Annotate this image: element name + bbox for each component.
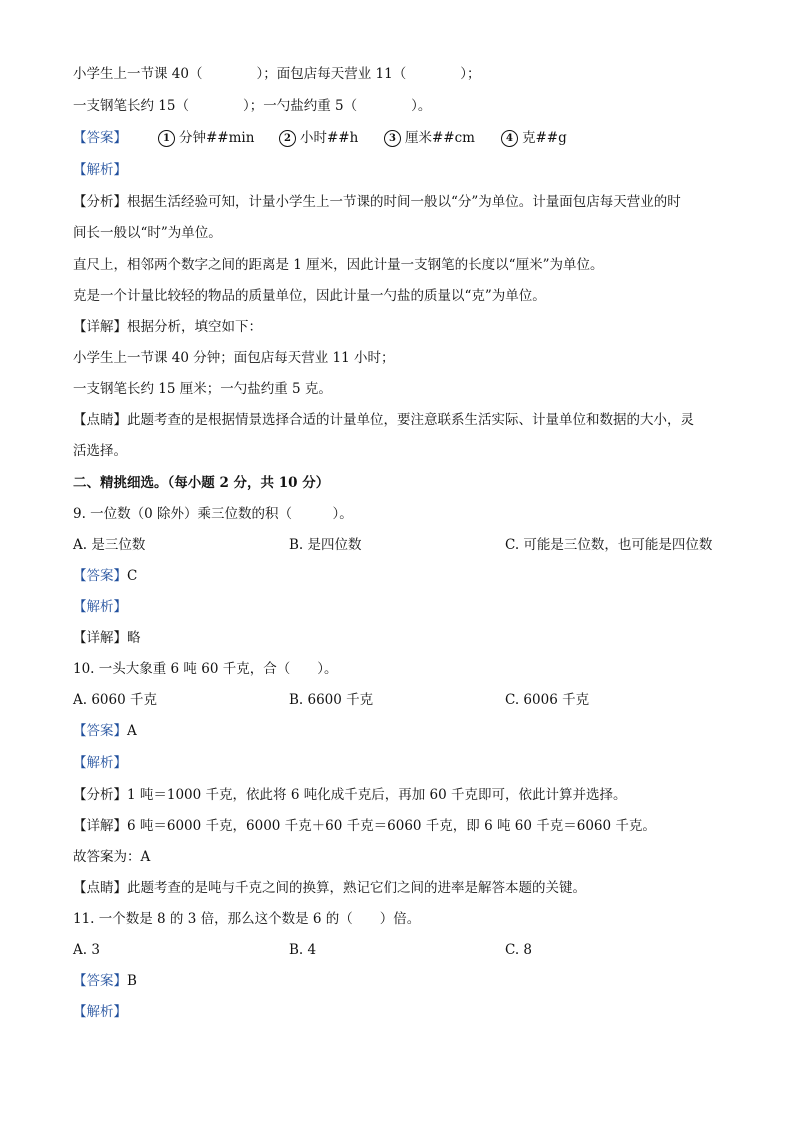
answer-item — [158, 128, 254, 148]
answer-row — [73, 971, 137, 991]
dianjing-tag: 【点睛】 — [73, 880, 127, 896]
option-c: C. 6006 千克 — [505, 692, 590, 708]
analysis-tag: 【解析】 — [73, 599, 127, 615]
answer-tag: 【答案】 — [73, 568, 127, 584]
option-b: B. 4 — [289, 942, 317, 958]
section-heading: 二、精挑细选。（每小题 2 分，共 10 分） — [73, 475, 330, 491]
answer-text: 克##g — [522, 130, 567, 146]
option-b: B. 是四位数 — [289, 537, 362, 553]
fenxi-text: 1 吨＝1000 千克，依此将 6 吨化成千克后，再加 60 千克即可，依此计算并选择。 — [127, 787, 627, 803]
answer-value: C — [127, 568, 138, 584]
option-c: C. 8 — [505, 942, 533, 958]
fenxi-line — [73, 192, 681, 212]
answer-text: 分钟##min — [179, 130, 255, 146]
xiangjie-text: 根据分析，填空如下： — [127, 319, 262, 335]
dianjing-tag: 【点睛】 — [73, 412, 127, 428]
dianjing-line — [73, 878, 586, 898]
circle-number: 1 — [158, 130, 175, 147]
answer-value: A — [127, 723, 137, 739]
option-a: A. 6060 千克 — [73, 692, 157, 708]
answer-tag: 【答案】 — [73, 723, 127, 739]
analysis-tag: 【解析】 — [73, 755, 127, 771]
text-line: 小学生上一节课 40 分钟；面包店每天营业 11 小时； — [73, 350, 395, 366]
circle-number: 2 — [279, 130, 296, 147]
answer-tag: 【答案】 — [73, 130, 127, 146]
analysis-tag: 【解析】 — [73, 162, 127, 178]
xiangjie-text: 6 吨＝6000 千克，6000 千克＋60 千克＝6060 千克，即 6 吨 60 千克＝6060 千克。 — [127, 818, 656, 834]
conclusion-line: 故答案为：A — [73, 849, 151, 865]
circle-number: 3 — [384, 130, 401, 147]
question-9: 9. 一位数（0 除外）乘三位数的积（ ）。 — [73, 506, 353, 522]
xiangjie-line — [73, 317, 262, 337]
fenxi-line: 间长一般以“时”为单位。 — [73, 225, 222, 241]
fenxi-tag: 【分析】 — [73, 787, 127, 803]
dianjing-line — [73, 410, 694, 430]
answer-row — [73, 128, 127, 148]
analysis-tag: 【解析】 — [73, 1004, 127, 1020]
text-line: 克是一个计量比较轻的物品的质量单位，因此计量一勺盐的质量以“克”为单位。 — [73, 288, 546, 304]
question-line: 小学生上一节课 40（ ）；面包店每天营业 11（ ）； — [73, 66, 481, 82]
xiangjie-line — [73, 628, 141, 648]
answer-row — [73, 721, 137, 741]
answer-value: B — [127, 973, 137, 989]
xiangjie-tag: 【详解】 — [73, 630, 127, 646]
xiangjie-line — [73, 816, 656, 836]
answer-row — [73, 566, 137, 586]
option-a: A. 是三位数 — [73, 537, 146, 553]
question-10: 10. 一头大象重 6 吨 60 千克，合（ ）。 — [73, 661, 338, 677]
answer-text: 厘米##cm — [405, 130, 475, 146]
text-line: 直尺上，相邻两个数字之间的距离是 1 厘米，因此计量一支钢笔的长度以“厘米”为单位。 — [73, 257, 604, 273]
xiangjie-tag: 【详解】 — [73, 818, 127, 834]
dianjing-text: 此题考查的是吨与千克之间的换算，熟记它们之间的进率是解答本题的关键。 — [127, 880, 586, 896]
answer-tag: 【答案】 — [73, 973, 127, 989]
text-line: 一支钢笔长约 15 厘米；一勺盐约重 5 克。 — [73, 381, 332, 397]
option-b: B. 6600 千克 — [289, 692, 374, 708]
fenxi-line — [73, 785, 626, 805]
fenxi-tag: 【分析】 — [73, 194, 127, 210]
xiangjie-text: 略 — [127, 630, 141, 646]
question-line: 一支钢笔长约 15（ ）；一勺盐约重 5（ ）。 — [73, 98, 432, 114]
answer-text: 小时##h — [300, 130, 359, 146]
answer-item — [501, 128, 567, 148]
answer-item — [384, 128, 475, 148]
option-c: C. 可能是三位数，也可能是四位数 — [505, 537, 713, 553]
fenxi-text: 根据生活经验可知，计量小学生上一节课的时间一般以“分”为单位。计量面包店每天营业的时 — [127, 194, 681, 210]
text-line: 活选择。 — [73, 443, 127, 459]
answer-item — [279, 128, 358, 148]
circle-number: 4 — [501, 130, 518, 147]
question-11: 11. 一个数是 8 的 3 倍，那么这个数是 6 的（ ）倍。 — [73, 911, 421, 927]
option-a: A. 3 — [73, 942, 100, 958]
dianjing-text: 此题考查的是根据情景选择合适的计量单位，要注意联系生活实际、计量单位和数据的大小，灵 — [127, 412, 694, 428]
xiangjie-tag: 【详解】 — [73, 319, 127, 335]
